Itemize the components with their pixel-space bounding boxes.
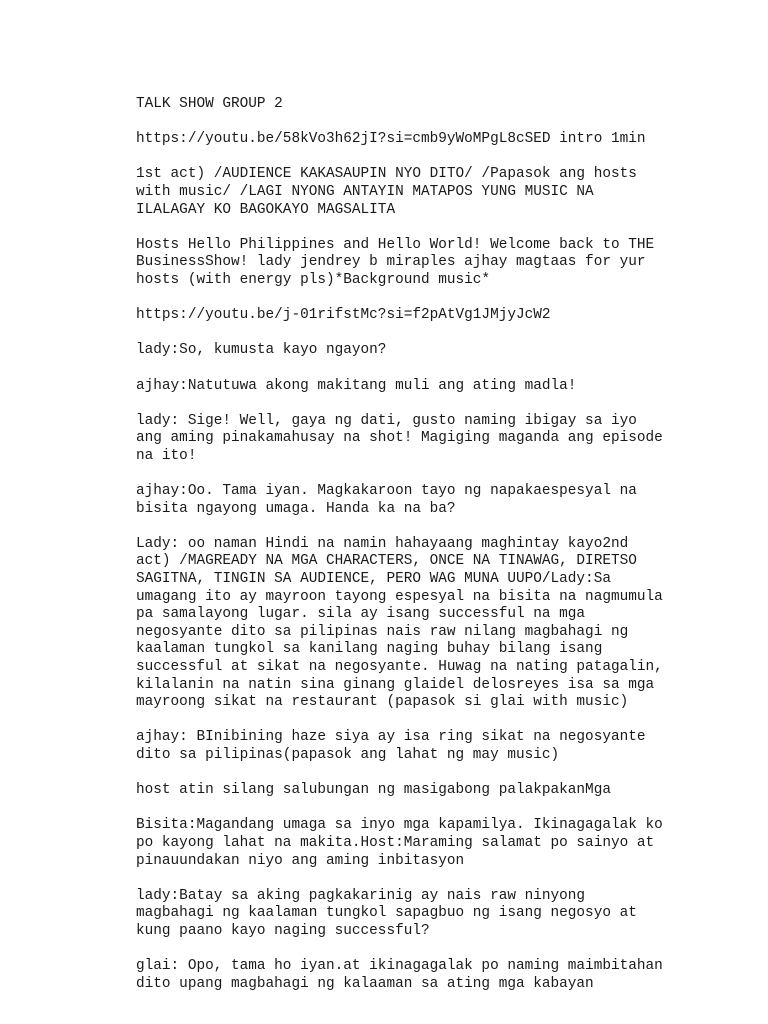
dialogue-line: ajhay:Oo. Tama iyan. Magkakaroon tayo ng napakaespesyal na bisita ngayong umaga. Handa ka na ba? — [136, 483, 637, 517]
hosts-greeting: Hosts Hello Philippines and Hello World! Welcome back to THE BusinessShow! lady jendrey b miraples ajhay magtaas for yur hosts (with energy pls)*Background music* — [136, 236, 655, 288]
document-title: TALK SHOW GROUP 2 — [136, 96, 283, 112]
intro-video-link[interactable]: https://youtu.be/58kVo3h62jI?si=cmb9yWoMPgL8cSED intro 1min — [136, 131, 646, 148]
dialogue-line: ajhay: BInibining haze siya ay isa ring sikat na negosyante dito sa pilipinas(papasok ang lahat ng may music) — [136, 729, 646, 763]
dialogue-line: lady:Batay sa aking pagkakarinig ay nais raw ninyong magbahagi ng kaalaman tungkol sapagbuo ng isang negosyo at kung paano kayo naging successful? — [136, 887, 637, 939]
dialogue-line: ajhay:Natutuwa akong makitang muli ang ating madla! — [136, 377, 577, 394]
dialogue-line: Bisita:Magandang umaga sa inyo mga kapamilya. Ikinagagalak ko po kayong lahat na makita.Host:Maraming salamat po sainyo at pinauundakan niyo ang aming inbitasyon — [136, 817, 663, 869]
dialogue-line: lady:So, kumusta kayo ngayon? — [136, 342, 387, 359]
second-act-dialogue: Lady: oo naman Hindi na namin hahayaang maghintay kayo2nd act) /MAGREADY NA MGA CHARACTERS, ONCE NA TINAWAG, DIRETSO SAGITNA, TINGIN SA AUDIENCE, PERO WAG MUNA UUPO/Lady:Sa umagang ito ay mayroon tayong espesyal na bisita na nagmumula pa samalayong lugar. sila ay isang successful na mga negosyante dito sa pilipinas nais raw nilang magbahagi ng kaalaman tungkol sa kanilang naging buhay bilang isang successful at sikat na negosyante. Huwag na nating patagalin, kilalanin na natin sina ginang glaidel delosreyes isa sa mga mayroong sikat na restaurant (papasok si glai with music) — [136, 535, 663, 711]
dialogue-line: lady: Sige! Well, gaya ng dati, gusto naming ibigay sa iyo ang aming pinakamahusay na shot! Magiging maganda ang episode na ito! — [136, 412, 663, 464]
script-text — [136, 96, 736, 1011]
background-music-link[interactable]: https://youtu.be/j-01rifstMc?si=f2pAtVg1JMjyJcW2 — [136, 307, 551, 324]
dialogue-line: glai: Opo, tama ho iyan.at ikinagagalak po naming maimbitahan dito upang magbahagi ng kalaaman sa ating mga kabayan — [136, 958, 663, 992]
dialogue-line: host atin silang salubungan ng masigabong palakpakanMga — [136, 782, 611, 799]
first-act-instructions: 1st act) /AUDIENCE KAKASAUPIN NYO DITO/ /Papasok ang hosts with music/ /LAGI NYONG ANTAYIN MATAPOS YUNG MUSIC NA ILALAGAY KO BAGOKAYO MAGSALITA — [136, 166, 637, 218]
